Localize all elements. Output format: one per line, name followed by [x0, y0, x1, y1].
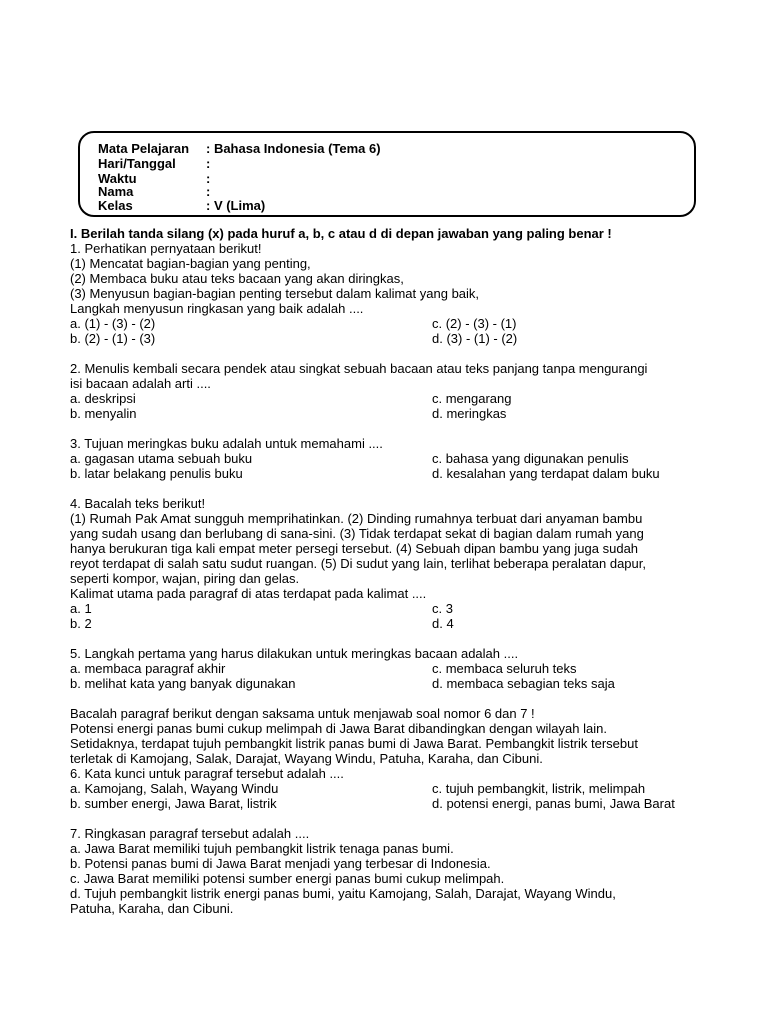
question-5 — [70, 646, 710, 691]
question-text: Langkah menyusun ringkasan yang baik adalah .... — [70, 301, 364, 316]
header-value: : — [206, 171, 211, 186]
option-c: c. mengarang — [432, 391, 512, 406]
option-b: b. 2 — [70, 616, 92, 631]
instruction-text: I. Berilah tanda silang (x) pada huruf a, b, c atau d di depan jawaban yang paling benar ! — [70, 226, 612, 241]
options-row — [70, 661, 710, 676]
option-a: a. Kamojang, Salah, Wayang Windu — [70, 781, 279, 796]
option-a: a. deskripsi — [70, 391, 136, 406]
option-a: a. (1) - (3) - (2) — [70, 316, 156, 331]
question-text: 4. Bacalah teks berikut! — [70, 496, 206, 511]
header-label: Nama — [98, 184, 134, 199]
passage-text: Potensi energi panas bumi cukup melimpah di Jawa Barat dibandingkan dengan wilayah lain. — [70, 721, 607, 736]
header-value: : — [206, 184, 211, 199]
question-text: 7. Ringkasan paragraf tersebut adalah .... — [70, 826, 310, 841]
passage-text: hanya berukuran tiga kali empat meter persegi tersebut. (4) Sebuah dipan bambu yang juga sudah — [70, 541, 639, 556]
question-text: Kalimat utama pada paragraf di atas terdapat pada kalimat .... — [70, 586, 427, 601]
header-value: : — [206, 156, 211, 171]
question-6 — [70, 706, 710, 811]
header-label: Waktu — [98, 171, 137, 186]
option-a: a. gagasan utama sebuah buku — [70, 451, 253, 466]
option-c: c. (2) - (3) - (1) — [432, 316, 517, 331]
option-d: d. potensi energi, panas bumi, Jawa Barat — [432, 796, 675, 811]
passage-text: (1) Rumah Pak Amat sungguh memprihatinkan. (2) Dinding rumahnya terbuat dari anyaman bambu — [70, 511, 643, 526]
header-value: : Bahasa Indonesia (Tema 6) — [206, 141, 381, 156]
passage-text: Setidaknya, terdapat tujuh pembangkit listrik panas bumi di Jawa Barat. Pembangkit listrik tersebut — [70, 736, 638, 751]
option-d: d. 4 — [432, 616, 454, 631]
option-b: b. melihat kata yang banyak digunakan — [70, 676, 296, 691]
passage-text: yang sudah usang dan berlubang di sana-sini. (3) Tidak terdapat sekat di bagian dalam rumah yang — [70, 526, 644, 541]
option-d: d. kesalahan yang terdapat dalam buku — [432, 466, 660, 481]
passage-text: terletak di Kamojang, Salak, Darajat, Wayang Windu, Patuha, Karaha, dan Cibuni. — [70, 751, 543, 766]
header-row-subject — [98, 141, 381, 156]
options-row — [70, 676, 710, 691]
options-row — [70, 331, 710, 346]
question-text: (2) Membaca buku atau teks bacaan yang akan diringkas, — [70, 271, 404, 286]
options-row — [70, 616, 710, 631]
option-c: c. tujuh pembangkit, listrik, melimpah — [432, 781, 646, 796]
question-text: 1. Perhatikan pernyataan berikut! — [70, 241, 262, 256]
header-value: : V (Lima) — [206, 198, 266, 213]
question-text: (1) Mencatat bagian-bagian yang penting, — [70, 256, 311, 271]
question-7 — [70, 826, 710, 916]
option-a: a. Jawa Barat memiliki tujuh pembangkit listrik tenaga panas bumi. — [70, 841, 454, 856]
header-row-name — [98, 184, 210, 199]
option-d-continued: Patuha, Karaha, dan Cibuni. — [70, 901, 234, 916]
header-row-class — [98, 198, 265, 213]
question-text: 5. Langkah pertama yang harus dilakukan untuk meringkas bacaan adalah .... — [70, 646, 519, 661]
option-b: b. menyalin — [70, 406, 137, 421]
question-3 — [70, 436, 710, 481]
option-b: b. sumber energi, Jawa Barat, listrik — [70, 796, 277, 811]
passage-instruction: Bacalah paragraf berikut dengan saksama untuk menjawab soal nomor 6 dan 7 ! — [70, 706, 535, 721]
option-a: a. 1 — [70, 601, 92, 616]
options-row — [70, 316, 710, 331]
options-row — [70, 391, 710, 406]
question-1 — [70, 241, 710, 346]
options-row — [70, 781, 710, 796]
options-row — [70, 451, 710, 466]
question-text: (3) Menyusun bagian-bagian penting tersebut dalam kalimat yang baik, — [70, 286, 480, 301]
option-b: b. latar belakang penulis buku — [70, 466, 243, 481]
options-row — [70, 406, 710, 421]
options-row — [70, 466, 710, 481]
option-b: b. (2) - (1) - (3) — [70, 331, 156, 346]
header-label: Kelas — [98, 198, 133, 213]
option-a: a. membaca paragraf akhir — [70, 661, 226, 676]
option-d: d. meringkas — [432, 406, 507, 421]
option-d: d. Tujuh pembangkit listrik energi panas bumi, yaitu Kamojang, Salah, Darajat, Wayang Windu, — [70, 886, 616, 901]
options-row — [70, 601, 710, 616]
header-label: Mata Pelajaran — [98, 141, 190, 156]
question-text: isi bacaan adalah arti .... — [70, 376, 211, 391]
option-c: c. membaca seluruh teks — [432, 661, 577, 676]
question-text: 2. Menulis kembali secara pendek atau singkat sebuah bacaan atau teks panjang tanpa mengurangi — [70, 361, 648, 376]
option-c: c. bahasa yang digunakan penulis — [432, 451, 629, 466]
options-row — [70, 796, 710, 811]
option-b: b. Potensi panas bumi di Jawa Barat menjadi yang terbesar di Indonesia. — [70, 856, 491, 871]
option-d: d. (3) - (1) - (2) — [432, 331, 518, 346]
question-4 — [70, 496, 710, 631]
question-text: 3. Tujuan meringkas buku adalah untuk memahami .... — [70, 436, 383, 451]
header-label: Hari/Tanggal — [98, 156, 176, 171]
worksheet-body — [70, 226, 710, 916]
question-2 — [70, 361, 710, 421]
passage-text: seperti kompor, wajan, piring dan gelas. — [70, 571, 300, 586]
header-row-date — [98, 156, 210, 171]
identity-header-box — [78, 131, 696, 217]
question-text: 6. Kata kunci untuk paragraf tersebut adalah .... — [70, 766, 344, 781]
option-c: c. Jawa Barat memiliki potensi sumber energi panas bumi cukup melimpah. — [70, 871, 505, 886]
option-c: c. 3 — [432, 601, 453, 616]
passage-text: reyot terdapat di salah satu sudut ruangan. (5) Di sudut yang lain, terlihat beberapa peralatan dapur, — [70, 556, 646, 571]
option-d: d. membaca sebagian teks saja — [432, 676, 615, 691]
